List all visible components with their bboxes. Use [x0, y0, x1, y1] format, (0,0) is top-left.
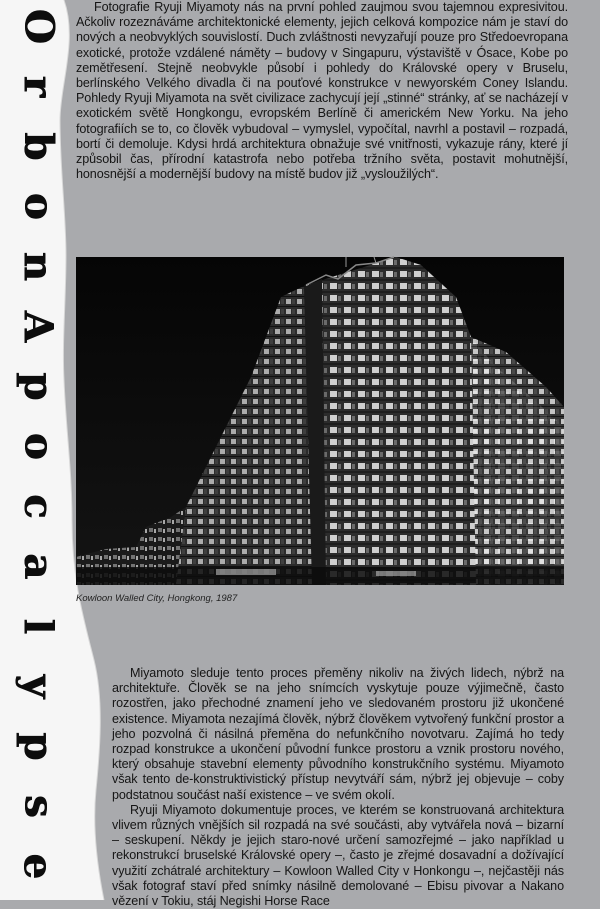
vertical-title-letter: r	[14, 75, 62, 97]
vertical-title-letter: A	[14, 310, 62, 342]
vertical-title-letter: O	[15, 8, 62, 44]
vertical-title-letter: o	[15, 432, 62, 460]
vertical-title-letter: y	[15, 674, 62, 698]
bottom-paragraph-2: Ryuji Miyamoto dokumentuje proces, ve kterém se konstruovaná architektura vlivem různých vnějších sil rozpadá na své součásti, aby vytvářela nová – bizarní – seskupení. Někdy je jejich staro-nové určení samozřejmé – jako například u rekonstrukcí bruselské Královské opery –, často je zřejmé dosavadní a dožívající využití zchátralé architektury – Kowloon Walled City v Honkongu –, nejčastěji nás však fotograf staví před snímky násilně demolované – Ebisu pivovar a Nakano vězení v Tokiu, stáj Negishi Horse Race	[112, 802, 564, 909]
vertical-title-letter: a	[14, 553, 62, 579]
vertical-title	[0, 0, 60, 896]
kowloon-walled-city-image	[76, 257, 564, 585]
top-paragraph: Fotografie Ryuji Miyamoty nás na první pohled zaujmou svou tajemnou expresivitou. Ačkoliv rozeznáváme architektonické elementy, jejich celková kompozice nám je staví do nových a neobvyklých souvislostí. Duch zvláštnosti nevyzařují pouze pro Středoevropana exotické, protože vzdálené náměty – budovy v Singapuru, výstaviště v Ósace, Kobe po zemětřesení. Stejně neobvykle působí i pohledy do Královské opery v Bruselu, berlínského Velkého divadla či na pouťové konstrukce v newyorském Coney Islandu. Pohledy Ryuji Miyamota na svět civilizace zachycují její „stinné“ stránky, ať se nacházejí v exotickém světě Hongkongu, evropském Berlíně či americkém New Yorku. Na jeho fotografiích se to, co člověk vybudoval – vymyslel, vypočítal, navrhl a postavil – rozpadá, bortí či demoluje. Kdysi hrdá architektura obnažuje své vnitřnosti, vykazuje rány, které jí způsobil čas, přírodní katastrofa nebo potřeba tržního světa, postavit mohutnější, honosnější a modernější budovy na místě budov již „vysloužilých“.	[76, 0, 568, 182]
vertical-title-letter: n	[15, 251, 62, 281]
vertical-title-letter: o	[15, 192, 62, 220]
vertical-title-letter: c	[14, 493, 62, 519]
vertical-title-letter: l	[14, 618, 62, 634]
vertical-title-letter: p	[15, 732, 62, 760]
vertical-title-letter: e	[14, 853, 62, 879]
bottom-text-block	[112, 666, 564, 909]
vertical-title-letter: b	[15, 132, 62, 160]
vertical-title-letter: p	[15, 372, 62, 400]
bottom-paragraph-1: Miyamoto sleduje tento proces přeměny nikoliv na živých lidech, nýbrž na architektuře. Člověk se na jeho snímcích vyskytuje pouze výjimečně, často rozostřen, jako přechodné znamení jeho ve sledovaném prostoru již ukončené existence. Miyamota nezajímá člověk, nýbrž člověkem vytvořený funkční prostor a jeho pozvolná či násilná přeměna do nefunkčního novotvaru. Zajímá ho tedy rozpad konstrukce a ukončení původní funkce prostoru a vznik prostoru nového, který obsahuje stavební elementy původního konstrukčního systému. Miyamoto však tento de-konstruktivistický přístup nevytváří sám, nýbrž jej objevuje – coby podstatnou součást naší existence – ve svém okolí.	[112, 666, 564, 802]
kowloon-photo	[76, 257, 564, 585]
photo-caption: Kowloon Walled City, Hongkong, 1987	[76, 593, 238, 604]
top-text-block	[76, 0, 568, 182]
vertical-title-letter: s	[15, 794, 62, 818]
